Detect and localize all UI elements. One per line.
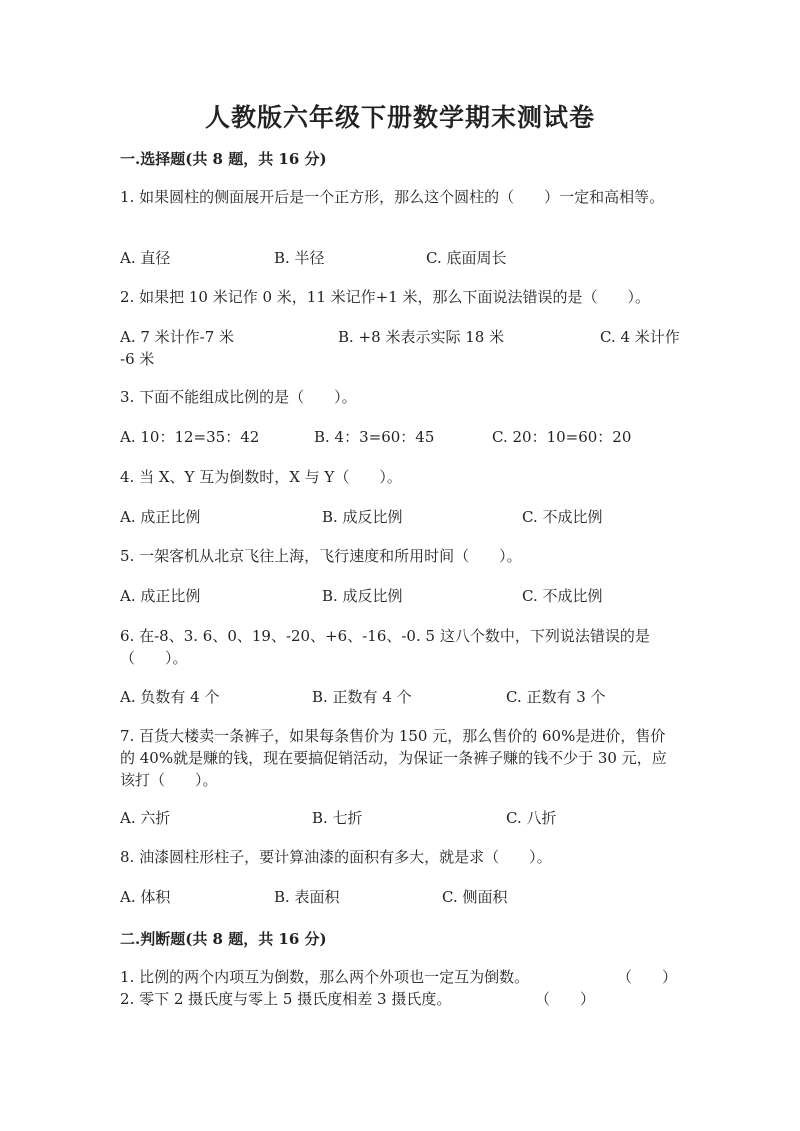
- option-c: C. 正数有 3 个: [506, 688, 606, 706]
- option-a: A. 成正比例: [120, 508, 201, 526]
- question-7: 7. 百货大楼卖一条裤子，如果每条售价为 150 元，那么售价的 60%是进价，售价的 40%就是赚的钱，现在要搞促销活动，为保证一条裤子赚的钱不少于 30 元，应该打（ ）。: [120, 727, 667, 789]
- option-b: B. 成反比例: [322, 587, 403, 605]
- section-heading-choice: 一.选择题(共 8 题，共 16 分): [120, 150, 327, 168]
- answer-blank[interactable]: （ ）: [617, 968, 678, 986]
- option-c: C. 侧面积: [442, 888, 508, 906]
- question-8: 8. 油漆圆柱形柱子，要计算油漆的面积有多大，就是求（ ）。: [120, 848, 552, 866]
- options-5: [120, 585, 680, 607]
- option-a: A. 直径: [120, 249, 171, 267]
- options-2: [120, 326, 680, 370]
- judgement-item-2: 2. 零下 2 摄氏度与零上 5 摄氏度相差 3 摄氏度。: [120, 990, 452, 1008]
- option-c: C. 不成比例: [522, 587, 603, 605]
- option-b: B. 半径: [274, 249, 325, 267]
- page-title: 人教版六年级下册数学期末测试卷: [204, 103, 595, 132]
- options-8: [120, 886, 680, 908]
- option-a: A. 成正比例: [120, 587, 201, 605]
- options-4: [120, 506, 680, 528]
- option-a: A. 体积: [120, 888, 171, 906]
- option-c: C. 4 米计作 -6 米: [120, 328, 680, 368]
- question-2: 2. 如果把 10 米记作 0 米，11 米记作+1 米，那么下面说法错误的是（ ）。: [120, 288, 651, 306]
- question-4: 4. 当 X、Y 互为倒数时，X 与 Y（ ）。: [120, 468, 402, 486]
- option-a: A. 六折: [120, 809, 171, 827]
- question-5: 5. 一架客机从北京飞往上海，飞行速度和所用时间（ ）。: [120, 547, 522, 565]
- option-b: B. 表面积: [274, 888, 340, 906]
- question-1: 1. 如果圆柱的侧面展开后是一个正方形，那么这个圆柱的（ ）一定和高相等。: [120, 188, 665, 206]
- answer-blank[interactable]: （ ）: [535, 990, 596, 1008]
- judgement-item-1: 1. 比例的两个内项互为倒数，那么两个外项也一定互为倒数。: [120, 968, 530, 986]
- option-b: B. 成反比例: [322, 508, 403, 526]
- option-b: B. 4：3=60：45: [314, 428, 435, 446]
- question-6: 6. 在-8、3. 6、0、19、-20、+6、-16、-0. 5 这八个数中，下列说法错误的是（ ）。: [120, 627, 650, 667]
- option-c: C. 八折: [506, 809, 557, 827]
- options-7: [120, 807, 680, 829]
- options-3: [120, 426, 680, 448]
- option-a: A. 7 米计作-7 米: [120, 328, 235, 346]
- option-a: A. 负数有 4 个: [120, 688, 220, 706]
- section-heading-judgement: 二.判断题(共 8 题，共 16 分): [120, 930, 327, 948]
- option-b: B. 七折: [312, 809, 363, 827]
- options-1: [120, 247, 680, 269]
- option-c: C. 20：10=60：20: [492, 428, 632, 446]
- option-a: A. 10：12=35：42: [120, 428, 260, 446]
- question-3: 3. 下面不能组成比例的是（ ）。: [120, 388, 357, 406]
- option-c: C. 不成比例: [522, 508, 603, 526]
- option-b: B. +8 米表示实际 18 米: [338, 328, 505, 346]
- options-6: [120, 686, 680, 708]
- option-c: C. 底面周长: [426, 249, 507, 267]
- option-b: B. 正数有 4 个: [312, 688, 412, 706]
